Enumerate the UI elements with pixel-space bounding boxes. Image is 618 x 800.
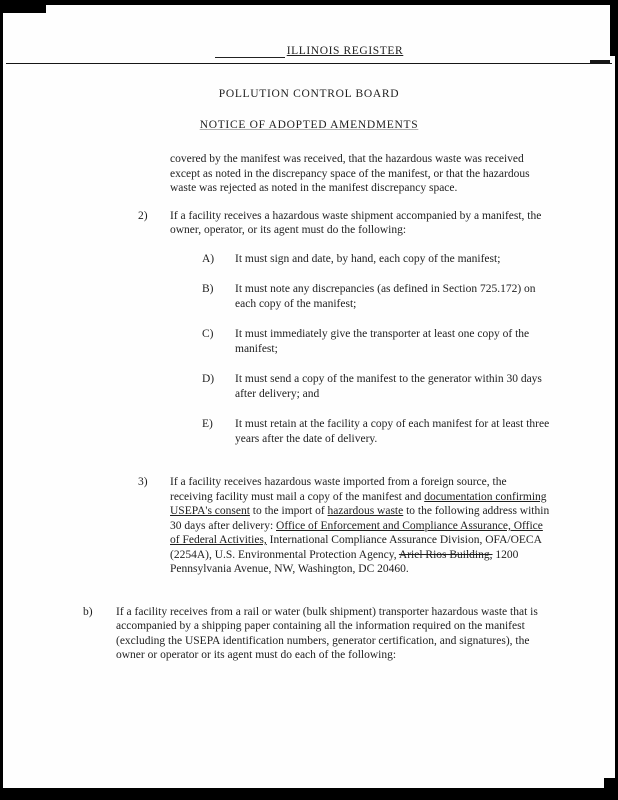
- register-title: ILLINOIS REGISTER: [286, 45, 404, 57]
- sub-item-text: It must note any discrepancies (as defined in Section 725.172) on each copy of the manifest;: [235, 283, 536, 310]
- scan-artifact-left: [0, 0, 3, 800]
- amendment-text-segment: If a facility receives hazardous waste imported from a foreign source, the receiving facility must mail a copy of the manifest and: [170, 476, 507, 503]
- scan-artifact-top-left: [0, 0, 46, 13]
- amendment-text-segment: documentation confirming USEPA's consent: [170, 490, 547, 518]
- amendment-text-segment: to the import of: [249, 505, 328, 518]
- amendment-text-segment: Office of Enforcement and Compliance Assurance, Office of Federal Activities,: [170, 519, 543, 547]
- sub-item-e: [202, 417, 550, 446]
- list-item-3: [138, 475, 550, 576]
- document-body: [83, 152, 550, 662]
- sub-list: [170, 252, 550, 446]
- sub-item-b: [202, 282, 550, 311]
- scan-artifact-bottom-right: [604, 778, 618, 800]
- notice-title: NOTICE OF ADOPTED AMENDMENTS: [199, 118, 419, 131]
- board-title: POLLUTION CONTROL BOARD: [218, 88, 400, 101]
- page-header: [0, 44, 618, 64]
- sub-item-text: It must sign and date, by hand, each copy of the manifest;: [235, 252, 501, 265]
- list-item-b: [83, 605, 550, 663]
- list-item-2: [138, 209, 550, 462]
- amendment-text-segment: Ariel Rios Building,: [398, 548, 493, 561]
- sub-item-label: A): [202, 252, 215, 265]
- scan-artifact-bottom: [0, 788, 618, 800]
- list-item-body: [170, 209, 550, 462]
- list-item-label: b): [83, 605, 93, 618]
- intro-paragraph: covered by the manifest was received, that the hazardous waste was received except as noted in the discrepancy space of the manifest, or that the hazardous waste was rejected as noted in the manifest discrepancy space.: [170, 153, 530, 195]
- amendment-text-segment: 1200 Pennsylvania Avenue, NW, Washington, DC 20460.: [170, 548, 519, 576]
- sub-item-c: [202, 327, 550, 356]
- sub-item-label: E): [202, 418, 213, 431]
- sub-item-d: [202, 372, 550, 401]
- amendment-text-segment: International Compliance Assurance Division, OFA/OECA (2254A), U.S. Environmental Protection Agency,: [170, 534, 542, 561]
- sub-item-label: C): [202, 328, 214, 341]
- register-title-row: [0, 44, 618, 58]
- list-item-label: 3): [138, 476, 148, 489]
- header-horizontal-rule: [6, 63, 612, 64]
- amendment-text-segment: hazardous waste: [327, 505, 404, 518]
- sub-item-label: D): [202, 373, 215, 386]
- list-item-text: If a facility receives a hazardous waste shipment accompanied by a manifest, the owner, operator, or its agent must do the following:: [170, 209, 542, 237]
- sub-item-text: It must immediately give the transporter at least one copy of the manifest;: [235, 328, 530, 355]
- sub-item-label: B): [202, 283, 214, 296]
- scan-artifact-top-right: [610, 0, 618, 56]
- list-item-label: 2): [138, 209, 148, 222]
- header-right-mark: [590, 60, 610, 64]
- sub-item-text: It must send a copy of the manifest to the generator within 30 days after delivery; and: [235, 373, 542, 400]
- amendment-text: [170, 475, 550, 576]
- scan-artifact-top: [0, 0, 618, 5]
- list-item-body: [116, 605, 550, 663]
- amendment-text-segment: to the following address within 30 days after delivery:: [170, 505, 550, 532]
- sub-item-a: [202, 252, 550, 266]
- list-item-text: If a facility receives from a rail or water (bulk shipment) transporter hazardous waste that is accompanied by a shipping paper containing all the information required on the manifest (excluding the USEPA identification numbers, generator certification, and signatures), the owner or operator or its agent must do each of the following:: [116, 605, 538, 662]
- list-item-body: [170, 475, 550, 576]
- sub-item-text: It must retain at the facility a copy of each manifest for at least three years after the date of delivery.: [235, 418, 550, 445]
- header-underscore-line: [215, 44, 285, 58]
